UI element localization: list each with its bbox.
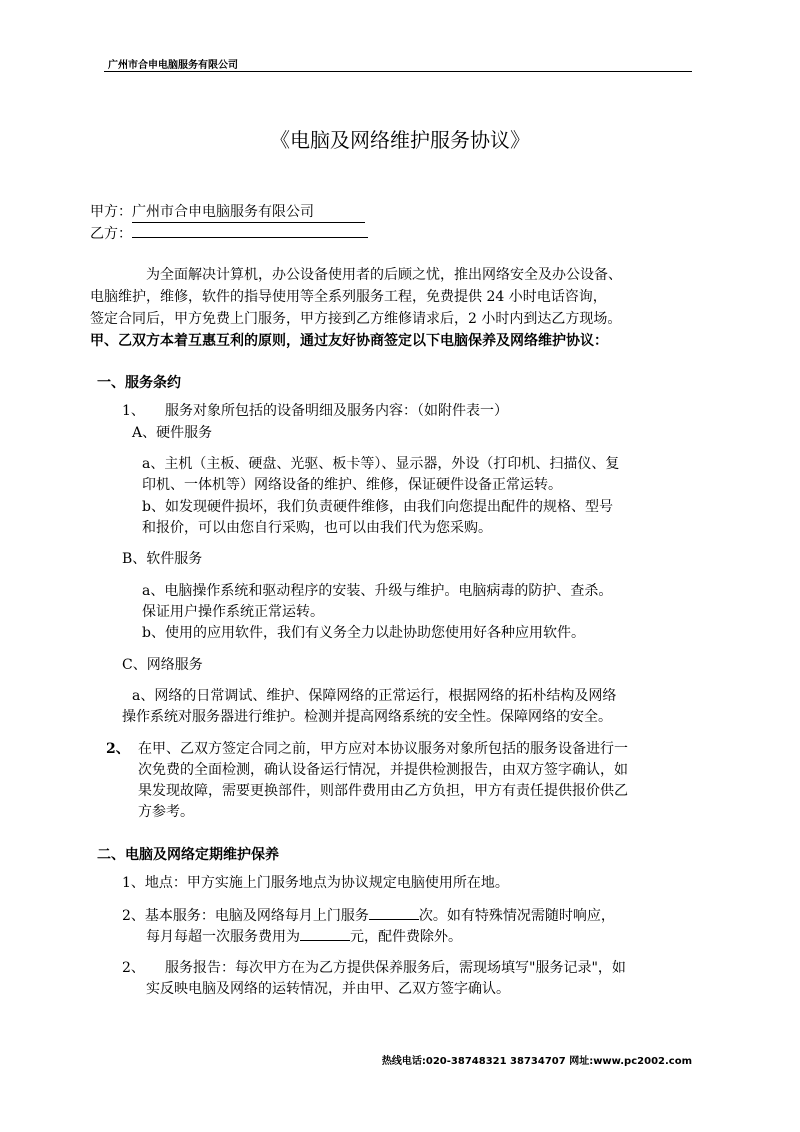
s1-item1-text: 服务对象所包括的设备明细及服务内容：（如附件表一） <box>165 403 508 419</box>
section-1-heading: 一、服务条约 <box>97 375 181 391</box>
extra-visit-fee-blank <box>300 926 350 941</box>
s2-item2-text-b: 次。如有特殊情况需随时响应， <box>418 908 615 924</box>
s1-hardware-b-line-1: b、如发现硬件损坏，我们负责硬件维修，由我们向您提出配件的规格、型号 <box>142 499 613 515</box>
s1-network-heading: C、网络服务 <box>122 657 203 673</box>
intro-line-2: 电脑维护，维修，软件的指导使用等全系列服务工程，免费提供 24 小时电话咨询， <box>90 289 607 305</box>
s1-hardware-a-line-1: a、主机（主板、硬盘、光驱、板卡等）、显示器，外设（打印机、扫描仪、复 <box>142 456 620 472</box>
s1-hardware-b-line-2: 和报价，可以由您自行采购，也可以由我们代为您采购。 <box>142 520 492 536</box>
s1-item2-line-1: 在甲、乙双方签定合同之前，甲方应对本协议服务对象所包括的服务设备进行一 <box>138 741 628 757</box>
s2-item2-line-2 <box>146 926 462 947</box>
s1-item1-number: 1、 <box>122 403 145 419</box>
party-b-blank <box>132 223 368 238</box>
intro-line-1: 为全面解决计算机，办公设备使用者的后顾之忧，推出网络安全及办公设备、 <box>146 267 622 283</box>
party-b-label: 乙方： <box>90 226 132 242</box>
visits-per-month-blank <box>369 905 419 920</box>
s1-network-a-line-1: a、网络的日常调试、维护、保障网络的正常运行，根据网络的拓朴结构及网络 <box>132 688 617 704</box>
s1-item2-line-3: 果发现故障，需要更换部件，则部件费用由乙方负担，甲方有责任提供报价供乙 <box>138 783 628 799</box>
header-divider <box>104 71 692 72</box>
intro-line-4: 甲、乙双方本着互惠互利的原则，通过友好协商签定以下电脑保养及网络维护协议： <box>90 333 608 349</box>
s1-item2-number: 2、 <box>106 741 130 757</box>
s1-software-a-line-1: a、电脑操作系统和驱动程序的安装、升级与维护。电脑病毒的防护、查杀。 <box>142 583 613 599</box>
party-a-label: 甲方： <box>90 204 132 220</box>
s2-item2-text-a: 2、基本服务：电脑及网络每月上门服务 <box>122 908 369 924</box>
header-company: 广州市合申电脑服务有限公司 <box>108 60 238 71</box>
s1-item2-line-4: 方参考。 <box>138 804 194 820</box>
s2-item3-line-2: 实反映电脑及网络的运转情况，并由甲、乙双方签字确认。 <box>146 981 510 997</box>
s2-item2-text-c: 每月每超一次服务费用为 <box>146 929 300 945</box>
party-a-line <box>90 202 365 223</box>
footer-contact: 热线电话:020-38748321 38734707 网址:www.pc2002.com <box>381 1056 692 1067</box>
page-title: 《电脑及网络维护服务协议》 <box>270 128 530 152</box>
s2-item2-text-d: 元，配件费除外。 <box>350 929 462 945</box>
s2-item1: 1、地点：甲方实施上门服务地点为协议规定电脑使用所在地。 <box>122 875 509 891</box>
party-b-line <box>90 223 368 244</box>
intro-line-3: 签定合同后，甲方免费上门服务，甲方接到乙方维修请求后，2 小时内到达乙方现场。 <box>90 311 622 327</box>
s1-software-b-line-1: b、使用的应用软件，我们有义务全力以赴协助您使用好各种应用软件。 <box>142 625 585 641</box>
party-a-value: 广州市合申电脑服务有限公司 <box>132 202 365 223</box>
s1-network-a-line-2: 操作系统对服务器进行维护。检测并提高网络系统的安全性。保障网络的安全。 <box>122 709 612 725</box>
s1-hardware-heading: A、硬件服务 <box>132 425 213 441</box>
s2-item3-line-1: 服务报告：每次甲方在为乙方提供保养服务后，需现场填写"服务记录"，如 <box>165 960 626 976</box>
s2-item2-line-1 <box>122 905 615 926</box>
s1-item2-line-2: 次免费的全面检测，确认设备运行情况，并提供检测报告，由双方签字确认，如 <box>138 762 628 778</box>
s1-hardware-a-line-2: 印机、一体机等）网络设备的维护、维修，保证硬件设备正常运转。 <box>142 477 562 493</box>
s1-software-heading: B、软件服务 <box>122 551 203 567</box>
s1-software-a-line-2: 保证用户操作系统正常运转。 <box>142 604 324 620</box>
section-2-heading: 二、电脑及网络定期维护保养 <box>97 847 279 863</box>
s2-item3-number: 2、 <box>122 960 145 976</box>
